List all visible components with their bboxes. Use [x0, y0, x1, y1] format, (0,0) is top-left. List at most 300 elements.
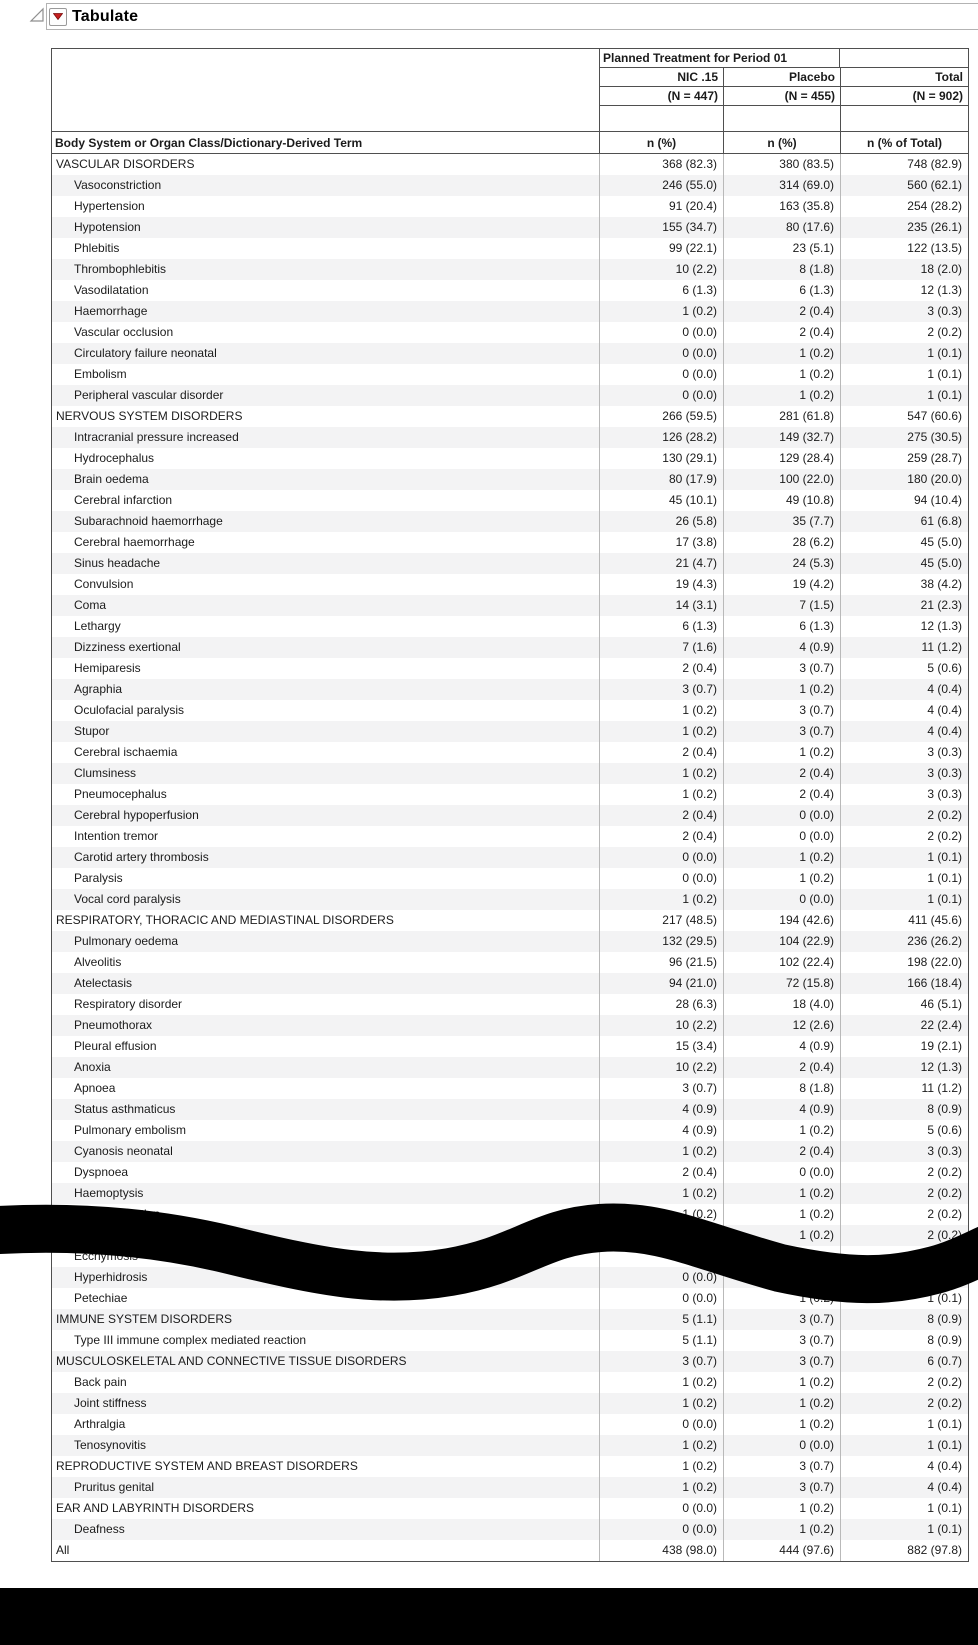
label-cell[interactable]: Intracranial pressure increased	[74, 430, 239, 444]
value-cell[interactable]: 1 (0.2)	[723, 1288, 840, 1309]
value-cell[interactable]: 1 (0.1)	[840, 1498, 968, 1519]
term-row[interactable]	[52, 1183, 968, 1204]
value-cell[interactable]: 1 (0.2)	[723, 1393, 840, 1414]
value-cell[interactable]: 217 (48.5)	[599, 910, 723, 931]
value-cell[interactable]: 5 (0.6)	[840, 658, 968, 679]
value-cell[interactable]: 2 (0.2)	[840, 1183, 968, 1204]
value-cell[interactable]: 1 (0.2)	[723, 868, 840, 889]
value-cell[interactable]: 1 (0.2)	[723, 385, 840, 406]
value-cell[interactable]: 28 (6.3)	[599, 994, 723, 1015]
label-cell[interactable]: Haemoptysis	[74, 1186, 144, 1200]
value-cell[interactable]: 8 (0.9)	[840, 1309, 968, 1330]
value-cell[interactable]: 17 (3.8)	[599, 532, 723, 553]
value-cell[interactable]: 5 (0.6)	[840, 1120, 968, 1141]
value-cell[interactable]: 438 (98.0)	[599, 1540, 723, 1561]
value-cell[interactable]: 6 (1.3)	[723, 280, 840, 301]
value-cell[interactable]: 1 (0.2)	[723, 1225, 840, 1246]
value-cell[interactable]: 266 (59.5)	[599, 406, 723, 427]
value-cell[interactable]: 1 (0.1)	[840, 1519, 968, 1540]
value-cell[interactable]: 1 (0.1)	[840, 1267, 968, 1288]
term-row[interactable]	[52, 469, 968, 490]
label-cell[interactable]	[52, 1225, 599, 1246]
label-cell[interactable]: Anoxia	[74, 1060, 111, 1074]
term-row[interactable]	[52, 1393, 968, 1414]
value-cell[interactable]: 2 (0.4)	[599, 805, 723, 826]
value-cell[interactable]: 1 (0.2)	[599, 1393, 723, 1414]
label-cell[interactable]: Coma	[74, 598, 107, 612]
value-cell[interactable]: 1 (0.1)	[840, 1288, 968, 1309]
value-cell[interactable]: 4 (0.9)	[723, 1099, 840, 1120]
value-cell[interactable]: 129 (28.4)	[723, 448, 840, 469]
value-cell[interactable]: 3 (0.7)	[723, 1330, 840, 1351]
value-cell[interactable]: 1 (0.1)	[840, 868, 968, 889]
term-row[interactable]	[52, 553, 968, 574]
value-cell[interactable]: 80 (17.6)	[723, 217, 840, 238]
term-row[interactable]	[52, 1330, 968, 1351]
value-cell[interactable]: 38 (4.2)	[840, 574, 968, 595]
term-row[interactable]	[52, 700, 968, 721]
label-cell[interactable]: Deafness	[74, 1522, 125, 1536]
value-cell[interactable]: 10 (2.2)	[599, 1015, 723, 1036]
term-row[interactable]	[52, 721, 968, 742]
label-cell[interactable]: Sinus headache	[74, 556, 161, 570]
label-cell[interactable]: Joint stiffness	[74, 1396, 147, 1410]
value-cell[interactable]: 1 (0.2)	[599, 889, 723, 910]
value-cell[interactable]: 19 (4.2)	[723, 574, 840, 595]
value-cell[interactable]: 72 (15.8)	[723, 973, 840, 994]
value-cell[interactable]: 281 (61.8)	[723, 406, 840, 427]
value-cell[interactable]: 6 (1.3)	[723, 616, 840, 637]
value-cell[interactable]	[723, 1246, 840, 1267]
label-cell[interactable]: Dyspnoea	[74, 1165, 129, 1179]
value-cell[interactable]: 1 (0.2)	[723, 364, 840, 385]
label-cell[interactable]: Vocal cord paralysis	[74, 892, 181, 906]
label-cell[interactable]: Agraphia	[74, 682, 123, 696]
value-cell[interactable]: 19 (2.1)	[840, 1036, 968, 1057]
term-row[interactable]	[52, 322, 968, 343]
value-cell[interactable]: 46 (5.1)	[840, 994, 968, 1015]
term-row[interactable]	[52, 679, 968, 700]
value-cell[interactable]: 1 (0.1)	[840, 343, 968, 364]
value-cell[interactable]: 132 (29.5)	[599, 931, 723, 952]
value-cell[interactable]: 24 (5.3)	[723, 553, 840, 574]
value-cell[interactable]: 23 (5.1)	[723, 238, 840, 259]
value-cell[interactable]: 254 (28.2)	[840, 196, 968, 217]
label-cell[interactable]: Oculofacial paralysis	[74, 703, 185, 717]
value-cell[interactable]: 1 (0.2)	[599, 301, 723, 322]
value-cell[interactable]: 1 (0.1)	[840, 1435, 968, 1456]
term-row[interactable]	[52, 1162, 968, 1183]
value-cell[interactable]: 2 (0.4)	[723, 1057, 840, 1078]
value-cell[interactable]: 0 (0.0)	[599, 364, 723, 385]
value-cell[interactable]: 1 (0.2)	[723, 1519, 840, 1540]
value-cell[interactable]: 4 (0.9)	[723, 637, 840, 658]
term-row[interactable]	[52, 532, 968, 553]
value-cell[interactable]: 1 (0.2)	[599, 1183, 723, 1204]
value-cell[interactable]: 2 (0.4)	[599, 826, 723, 847]
value-cell[interactable]: 21 (2.3)	[840, 595, 968, 616]
value-cell[interactable]: 1 (0.2)	[723, 679, 840, 700]
value-cell[interactable]: 236 (26.2)	[840, 931, 968, 952]
value-cell[interactable]: 3 (0.7)	[599, 679, 723, 700]
value-cell[interactable]: 155 (34.7)	[599, 217, 723, 238]
label-cell[interactable]: Cerebral infarction	[74, 493, 173, 507]
label-cell[interactable]: Circulatory failure neonatal	[74, 346, 217, 360]
value-cell[interactable]: 0 (0.0)	[599, 1498, 723, 1519]
term-row[interactable]	[52, 931, 968, 952]
value-cell[interactable]: 6 (1.3)	[599, 280, 723, 301]
value-cell[interactable]: 10 (2.2)	[599, 1057, 723, 1078]
term-row[interactable]	[52, 1015, 968, 1036]
value-cell[interactable]: 1 (0.2)	[599, 1372, 723, 1393]
value-cell[interactable]: 3 (0.7)	[723, 700, 840, 721]
value-cell[interactable]: 1 (0.2)	[599, 1141, 723, 1162]
value-cell[interactable]: 2 (0.2)	[840, 1225, 968, 1246]
value-cell[interactable]: 1 (0.2)	[723, 1183, 840, 1204]
value-cell[interactable]: 126 (28.2)	[599, 427, 723, 448]
value-cell[interactable]: 2 (0.2)	[840, 805, 968, 826]
value-cell[interactable]: 12 (2.6)	[723, 1015, 840, 1036]
value-cell[interactable]: 444 (97.6)	[723, 1540, 840, 1561]
value-cell[interactable]: 18 (2.0)	[840, 259, 968, 280]
category-row[interactable]	[52, 1498, 968, 1519]
value-cell[interactable]: 547 (60.6)	[840, 406, 968, 427]
value-cell[interactable]: 1 (0.2)	[599, 700, 723, 721]
term-row[interactable]	[52, 1141, 968, 1162]
term-row[interactable]	[52, 1078, 968, 1099]
value-cell[interactable]: 2 (0.2)	[840, 1393, 968, 1414]
category-row[interactable]	[52, 910, 968, 931]
label-cell[interactable]: RESPIRATORY, THORACIC AND MEDIASTINAL DISORDERS	[56, 913, 394, 927]
value-cell[interactable]: 19 (4.3)	[599, 574, 723, 595]
value-cell[interactable]: 5 (1.1)	[599, 1309, 723, 1330]
term-row[interactable]	[52, 217, 968, 238]
value-cell[interactable]: 3 (0.7)	[723, 1456, 840, 1477]
label-cell[interactable]: All	[56, 1543, 70, 1557]
term-row[interactable]	[52, 973, 968, 994]
value-cell[interactable]: 2 (0.4)	[723, 763, 840, 784]
value-cell[interactable]: 3 (0.3)	[840, 784, 968, 805]
value-cell[interactable]: 2 (0.4)	[723, 322, 840, 343]
value-cell[interactable]: 4 (0.4)	[840, 700, 968, 721]
value-cell[interactable]: 6 (1.3)	[599, 616, 723, 637]
value-cell[interactable]: 1 (0.2)	[599, 1204, 723, 1225]
value-cell[interactable]: 3 (0.7)	[599, 1078, 723, 1099]
value-cell[interactable]: 28 (6.2)	[723, 532, 840, 553]
value-cell[interactable]: 130 (29.1)	[599, 448, 723, 469]
value-cell[interactable]: 1 (0.2)	[599, 1246, 723, 1267]
label-cell[interactable]: Pneumothorax	[74, 1018, 153, 1032]
value-cell[interactable]: 2 (0.2)	[840, 322, 968, 343]
value-cell[interactable]	[723, 1267, 840, 1288]
value-cell[interactable]: 259 (28.7)	[840, 448, 968, 469]
label-cell[interactable]: Vasodilatation	[74, 283, 149, 297]
value-cell[interactable]: 748 (82.9)	[840, 154, 968, 175]
value-cell[interactable]: 235 (26.1)	[840, 217, 968, 238]
label-cell[interactable]: Vascular occlusion	[74, 325, 174, 339]
value-cell[interactable]: 91 (20.4)	[599, 196, 723, 217]
label-cell[interactable]: Type III immune complex mediated reaction	[74, 1333, 307, 1347]
value-cell[interactable]: 35 (7.7)	[723, 511, 840, 532]
label-cell[interactable]: Status asthmaticus	[74, 1102, 176, 1116]
term-row[interactable]	[52, 427, 968, 448]
term-row[interactable]	[52, 868, 968, 889]
value-cell[interactable]: 1 (0.2)	[723, 343, 840, 364]
label-cell[interactable]: Subarachnoid haemorrhage	[74, 514, 223, 528]
value-cell[interactable]: 21 (4.7)	[599, 553, 723, 574]
value-cell[interactable]: 2 (0.2)	[840, 826, 968, 847]
label-cell[interactable]: Cerebral hypoperfusion	[74, 808, 199, 822]
label-cell[interactable]: Hypertension	[74, 199, 145, 213]
label-cell[interactable]: Alveolitis	[74, 955, 122, 969]
value-cell[interactable]: 1 (0.2)	[723, 1414, 840, 1435]
value-cell[interactable]: 0 (0.0)	[599, 1414, 723, 1435]
term-row[interactable]	[52, 301, 968, 322]
label-cell[interactable]: Stupor	[74, 724, 110, 738]
value-cell[interactable]: 122 (13.5)	[840, 238, 968, 259]
value-cell[interactable]	[599, 1225, 723, 1246]
value-cell[interactable]: 7 (1.6)	[599, 637, 723, 658]
term-row[interactable]	[52, 742, 968, 763]
label-cell[interactable]: Pulmonary oedema	[74, 934, 179, 948]
value-cell[interactable]: 2 (0.2)	[840, 1204, 968, 1225]
category-row[interactable]	[52, 154, 968, 175]
value-cell[interactable]: 0 (0.0)	[599, 343, 723, 364]
term-row[interactable]	[52, 259, 968, 280]
value-cell[interactable]: 4 (0.4)	[840, 679, 968, 700]
term-row[interactable]	[52, 175, 968, 196]
value-cell[interactable]: 3 (0.3)	[840, 1141, 968, 1162]
value-cell[interactable]: 0 (0.0)	[599, 322, 723, 343]
term-row[interactable]	[52, 490, 968, 511]
term-row[interactable]	[52, 1204, 968, 1225]
label-cell[interactable]: NERVOUS SYSTEM DISORDERS	[56, 409, 243, 423]
value-cell[interactable]: 0 (0.0)	[723, 1162, 840, 1183]
term-row[interactable]	[52, 1288, 968, 1309]
label-cell[interactable]: Back pain	[74, 1375, 127, 1389]
label-cell[interactable]: Carotid artery thrombosis	[74, 850, 209, 864]
value-cell[interactable]: 1 (0.2)	[723, 1372, 840, 1393]
value-cell[interactable]: 45 (5.0)	[840, 553, 968, 574]
value-cell[interactable]: 0 (0.0)	[599, 1288, 723, 1309]
label-cell[interactable]: Hypotension	[74, 220, 141, 234]
value-cell[interactable]: 0 (0.0)	[723, 1435, 840, 1456]
value-cell[interactable]: 1 (0.2)	[723, 1204, 840, 1225]
label-cell[interactable]: Cerebral haemorrhage	[74, 535, 195, 549]
label-cell[interactable]: Pruritus genital	[74, 1480, 155, 1494]
tabulate-menu-button[interactable]	[49, 8, 67, 26]
term-row[interactable]	[52, 1246, 968, 1267]
value-cell[interactable]: 96 (21.5)	[599, 952, 723, 973]
value-cell[interactable]: 4 (0.4)	[840, 721, 968, 742]
label-cell[interactable]: Convulsion	[74, 577, 134, 591]
row-dimension-header[interactable]: Body System or Organ Class/Dictionary-Derived Term	[52, 132, 599, 154]
value-cell[interactable]: 560 (62.1)	[840, 175, 968, 196]
category-row[interactable]	[52, 1456, 968, 1477]
value-cell[interactable]: 1 (0.2)	[723, 1120, 840, 1141]
column-header-placebo[interactable]: Placebo	[723, 68, 840, 87]
label-cell[interactable]: Hemiparesis	[74, 661, 141, 675]
value-cell[interactable]: 94 (10.4)	[840, 490, 968, 511]
value-cell[interactable]: 3 (0.3)	[840, 763, 968, 784]
label-cell[interactable]: Embolism	[74, 367, 127, 381]
value-cell[interactable]: 2 (0.4)	[599, 658, 723, 679]
value-cell[interactable]: 1 (0.1)	[840, 364, 968, 385]
label-cell[interactable]: Paralysis	[74, 871, 123, 885]
label-cell[interactable]: Pleural effusion	[74, 1039, 157, 1053]
value-cell[interactable]: 194 (42.6)	[723, 910, 840, 931]
label-cell[interactable]: Apnoea	[74, 1081, 116, 1095]
value-cell[interactable]: 2 (0.4)	[723, 301, 840, 322]
value-cell[interactable]: 380 (83.5)	[723, 154, 840, 175]
label-cell[interactable]: Haemorrhage	[74, 304, 148, 318]
value-cell[interactable]: 246 (55.0)	[599, 175, 723, 196]
value-cell[interactable]: 314 (69.0)	[723, 175, 840, 196]
value-cell[interactable]: 61 (6.8)	[840, 511, 968, 532]
label-cell[interactable]: Atelectasis	[74, 976, 133, 990]
value-cell[interactable]: 94 (21.0)	[599, 973, 723, 994]
term-row[interactable]	[52, 847, 968, 868]
value-cell[interactable]: 0 (0.0)	[723, 805, 840, 826]
value-cell[interactable]: 368 (82.3)	[599, 154, 723, 175]
column-header-total[interactable]: Total	[840, 68, 968, 87]
value-cell[interactable]: 1 (0.2)	[599, 763, 723, 784]
value-cell[interactable]: 11 (1.2)	[840, 1078, 968, 1099]
value-cell[interactable]: 882 (97.8)	[840, 1540, 968, 1561]
term-row[interactable]	[52, 238, 968, 259]
value-cell[interactable]: 0 (0.0)	[599, 1519, 723, 1540]
value-cell[interactable]: 26 (5.8)	[599, 511, 723, 532]
value-cell[interactable]: 8 (0.9)	[840, 1330, 968, 1351]
term-row[interactable]	[52, 1099, 968, 1120]
value-cell[interactable]: 0 (0.0)	[599, 847, 723, 868]
value-cell[interactable]: 15 (3.4)	[599, 1036, 723, 1057]
label-cell[interactable]: Arthralgia	[74, 1417, 126, 1431]
term-row[interactable]	[52, 784, 968, 805]
term-row[interactable]	[52, 1120, 968, 1141]
value-cell[interactable]: 102 (22.4)	[723, 952, 840, 973]
value-cell[interactable]: 411 (45.6)	[840, 910, 968, 931]
term-row[interactable]	[52, 196, 968, 217]
value-cell[interactable]: 198 (22.0)	[840, 952, 968, 973]
category-row[interactable]	[52, 1540, 968, 1561]
value-cell[interactable]: 166 (18.4)	[840, 973, 968, 994]
value-cell[interactable]: 12 (1.3)	[840, 616, 968, 637]
outline-disclosure-icon[interactable]	[29, 7, 45, 23]
value-cell[interactable]: 2 (0.4)	[723, 784, 840, 805]
label-cell[interactable]: Pneumocephalus	[74, 787, 167, 801]
term-row[interactable]	[52, 1372, 968, 1393]
value-cell[interactable]: 0 (0.0)	[723, 826, 840, 847]
label-cell[interactable]: Tenosynovitis	[74, 1438, 147, 1452]
term-row[interactable]	[52, 616, 968, 637]
term-row[interactable]	[52, 448, 968, 469]
value-cell[interactable]: 1 (0.1)	[840, 847, 968, 868]
term-row[interactable]	[52, 952, 968, 973]
value-cell[interactable]: 1 (0.2)	[599, 784, 723, 805]
label-cell[interactable]: Hyperhidrosis	[74, 1270, 148, 1284]
term-row[interactable]	[52, 1477, 968, 1498]
value-cell[interactable]: 275 (30.5)	[840, 427, 968, 448]
value-cell[interactable]: 0 (0.0)	[599, 868, 723, 889]
term-row[interactable]	[52, 763, 968, 784]
value-cell[interactable]: 22 (2.4)	[840, 1015, 968, 1036]
value-cell[interactable]: 4 (0.9)	[599, 1120, 723, 1141]
term-row[interactable]	[52, 595, 968, 616]
label-cell[interactable]: Lethargy	[74, 619, 121, 633]
term-row[interactable]	[52, 658, 968, 679]
value-cell[interactable]: 3 (0.7)	[723, 1477, 840, 1498]
value-cell[interactable]: 163 (35.8)	[723, 196, 840, 217]
term-row[interactable]	[52, 574, 968, 595]
value-cell[interactable]: 1 (0.2)	[723, 1498, 840, 1519]
term-row[interactable]	[52, 1057, 968, 1078]
value-cell[interactable]: 180 (20.0)	[840, 469, 968, 490]
term-row[interactable]	[52, 1414, 968, 1435]
value-cell[interactable]: 1 (0.2)	[599, 1456, 723, 1477]
value-cell[interactable]: 2 (0.4)	[599, 742, 723, 763]
value-cell[interactable]: 11 (1.2)	[840, 637, 968, 658]
value-cell[interactable]: 3 (0.7)	[723, 721, 840, 742]
term-row[interactable]	[52, 1225, 968, 1246]
category-row[interactable]	[52, 1351, 968, 1372]
term-row[interactable]	[52, 889, 968, 910]
value-cell[interactable]: 4 (0.9)	[599, 1099, 723, 1120]
value-cell[interactable]: 3 (0.7)	[723, 1351, 840, 1372]
value-cell[interactable]: 12 (1.3)	[840, 1057, 968, 1078]
value-cell[interactable]: 0 (0.0)	[599, 1267, 723, 1288]
value-cell[interactable]: 80 (17.9)	[599, 469, 723, 490]
term-row[interactable]	[52, 364, 968, 385]
label-cell[interactable]: Cerebral ischaemia	[74, 745, 178, 759]
term-row[interactable]	[52, 805, 968, 826]
label-cell[interactable]: IMMUNE SYSTEM DISORDERS	[56, 1312, 233, 1326]
value-cell[interactable]: 45 (10.1)	[599, 490, 723, 511]
value-cell[interactable]: 149 (32.7)	[723, 427, 840, 448]
value-cell[interactable]: 3 (0.7)	[599, 1351, 723, 1372]
value-cell[interactable]: 2 (0.2)	[840, 1162, 968, 1183]
term-row[interactable]	[52, 1267, 968, 1288]
value-cell[interactable]: 1 (0.1)	[840, 889, 968, 910]
value-cell[interactable]: 2 (0.4)	[599, 1162, 723, 1183]
category-row[interactable]	[52, 1309, 968, 1330]
value-cell[interactable]: 3 (0.7)	[723, 1309, 840, 1330]
value-cell[interactable]: 1 (0.2)	[599, 1435, 723, 1456]
value-cell[interactable]: 0 (0.0)	[723, 889, 840, 910]
label-cell[interactable]: MUSCULOSKELETAL AND CONNECTIVE TISSUE DISORDERS	[56, 1354, 407, 1368]
label-cell[interactable]: Clumsiness	[74, 766, 137, 780]
value-cell[interactable]: 4 (0.9)	[723, 1036, 840, 1057]
value-cell[interactable]: 104 (22.9)	[723, 931, 840, 952]
value-cell[interactable]: 1 (0.2)	[723, 742, 840, 763]
value-cell[interactable]: 10 (2.2)	[599, 259, 723, 280]
value-cell[interactable]: 12 (1.3)	[840, 280, 968, 301]
label-cell[interactable]: Pulmonary embolism	[74, 1123, 187, 1137]
column-header-nic[interactable]: NIC .15	[599, 68, 723, 87]
value-cell[interactable]: 1 (0.1)	[840, 1414, 968, 1435]
label-cell[interactable]: Petechiae	[74, 1291, 128, 1305]
value-cell[interactable]: 1 (0.1)	[840, 385, 968, 406]
label-cell[interactable]: Thrombophlebitis	[74, 262, 167, 276]
value-cell[interactable]: 6 (0.7)	[840, 1351, 968, 1372]
label-cell[interactable]: Dizziness exertional	[74, 640, 181, 654]
label-cell[interactable]: Vasoconstriction	[74, 178, 162, 192]
value-cell[interactable]: 1 (0.2)	[723, 847, 840, 868]
label-cell[interactable]: Peripheral vascular disorder	[74, 388, 224, 402]
label-cell[interactable]: Ecchymosis	[74, 1249, 139, 1263]
value-cell[interactable]: 8 (1.8)	[723, 259, 840, 280]
value-cell[interactable]: 99 (22.1)	[599, 238, 723, 259]
